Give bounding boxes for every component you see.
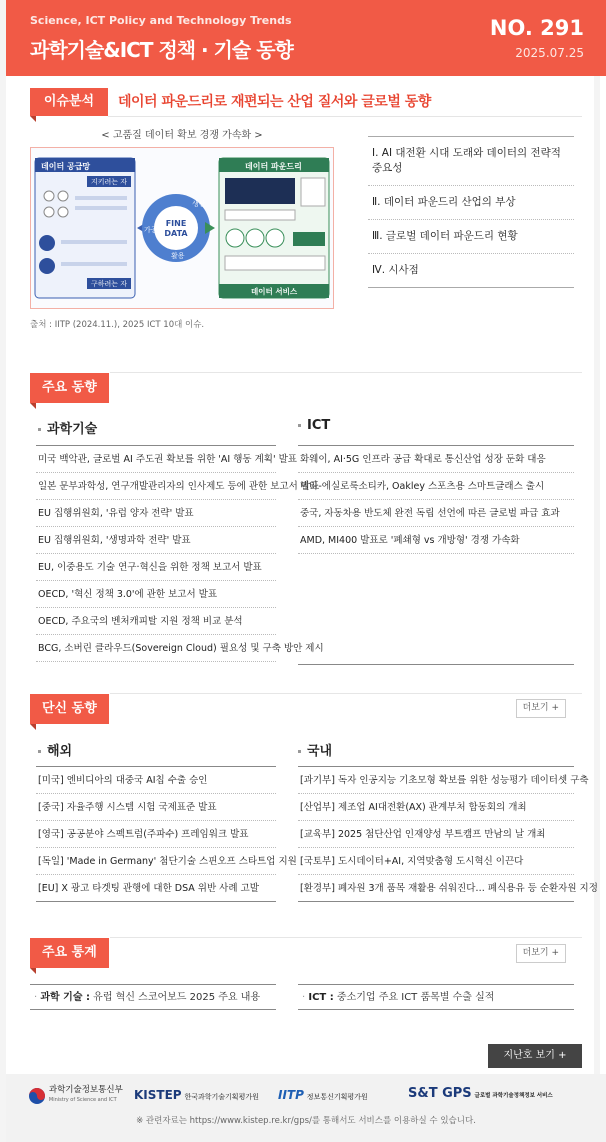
domestic-news-list [298,766,598,902]
toc-item[interactable]: Ⅳ. 시사점 [368,253,574,287]
list-item[interactable]: EU 집행위원회, '생명과학 전략' 발표 [36,526,276,553]
header-english-title: Science, ICT Policy and Technology Trends [30,14,292,27]
svg-text:지키려는 자: 지키려는 자 [91,178,128,186]
list-item[interactable]: [환경부] 폐자원 3개 품목 재활용 쉬워진다… 폐식용유 등 순환자원 지정 [298,874,574,901]
list-item[interactable]: EU, 이중용도 기술 연구·혁신을 위한 정책 보고서 발표 [36,553,276,580]
bullet-icon [38,428,41,431]
bullet-icon: · [34,992,41,1003]
overseas-news-list [36,766,297,902]
list-item[interactable]: [EU] X 광고 타겟팅 관행에 대한 DSA 위반 사례 고발 [36,874,276,901]
list-item[interactable]: [중국] 자율주행 시스템 시험 국제표준 발표 [36,793,276,820]
list-item[interactable]: 일본 문부과학성, 연구개발관리자의 인사제도 등에 관한 보고서 발표 [36,472,276,499]
list-item[interactable]: [과기부] 독자 인공지능 기초모형 확보를 위한 성능평가 데이터셋 구축 [298,766,574,793]
issue-date: 2025.07.25 [515,46,584,60]
list-item[interactable]: [국토부] 도시데이터+AI, 지역맞춤형 도시혁신 이끈다 [298,847,574,874]
science-statistic[interactable]: · 과학 기술 : 유럽 혁신 스코어보드 2025 주요 내용 [30,984,276,1010]
science-trends-list [36,445,324,662]
taegeuk-icon [28,1087,46,1105]
list-item[interactable]: [영국] 공공분야 스펙트럼(주파수) 프레임워크 발표 [36,820,276,847]
footer-note: ※ 관련자료는 https://www.kistep.re.kr/gps/를 통해서도 서비스를 이용하실 수 있습니다. [136,1116,476,1126]
divider [110,937,582,938]
list-item[interactable]: [산업부] 제조업 AI대전환(AX) 관계부처 합동회의 개최 [298,793,574,820]
header-banner [6,0,606,76]
figure-caption: < 고품질 데이터 확보 경쟁 가속화 > [101,130,263,141]
svg-text:구하려는 자: 구하려는 자 [91,280,128,288]
data-foundry-diagram [31,148,333,308]
iitp-logo[interactable]: IITP 정보통신기획평가원 [278,1088,368,1102]
list-item[interactable]: EU 집행위원회, '유럽 양자 전략' 발표 [36,499,276,526]
stgps-logo[interactable]: S&T GPS 글로벌 과학기술정책정보 서비스 [408,1086,553,1101]
list-item[interactable]: [독일] 'Made in Germany' 첨단기술 스핀오프 스타트업 지원 [36,847,276,874]
bullet-icon [298,750,301,753]
brief-news-badge: 단신 동향 [30,694,109,724]
domestic-column-title: 국내 [298,740,332,759]
header-korean-title: 과학기술&ICT 정책 · 기술 동향 [30,38,293,62]
bullet-icon: · [302,992,309,1003]
list-item[interactable]: AMD, MI400 발표로 '폐쇄형 vs 개방형' 경쟁 가속화 [298,526,574,553]
footer [6,1074,606,1142]
diagram-right-bottom: 데이터 서비스 [251,287,298,296]
svg-text:가공: 가공 [144,226,158,234]
list-item[interactable]: 미국 백악관, 글로벌 AI 주도권 확보를 위한 'AI 행동 계획' 발표 [36,445,276,472]
brief-news-more-button[interactable]: 더보기 + [516,699,566,718]
ict-column-title: ICT [298,418,330,433]
data-foundry-figure[interactable] [30,147,334,309]
ict-trends-list [298,445,574,554]
svg-text:생산: 생산 [192,200,206,208]
list-item[interactable]: [미국] 엔비디아의 대중국 AI칩 수출 승인 [36,766,276,793]
issue-number: NO. 291 [489,16,584,40]
toc-item[interactable]: Ⅲ. 글로벌 데이터 파운드리 현황 [368,219,574,253]
list-item[interactable]: OECD, '혁신 정책 3.0'에 관한 보고서 발표 [36,580,276,607]
issue-analysis-badge: 이슈분석 [30,88,108,116]
issue-analysis-title[interactable]: 데이터 파운드리로 재편되는 산업 질서와 글로벌 동향 [118,94,431,110]
diagram-right-title: 데이터 파운드리 [245,162,302,171]
statistics-more-button[interactable]: 더보기 + [516,944,566,963]
bullet-icon [298,424,301,427]
divider [108,116,582,117]
figure-source: 출처 : IITP (2024.11.), 2025 ICT 10대 이슈. [30,320,205,330]
main-trends-badge: 주요 동향 [30,373,109,403]
bullet-icon [38,750,41,753]
list-item[interactable]: 중국, 자동차용 반도체 완전 독립 선언에 따른 글로벌 파급 효과 [298,499,574,526]
divider [298,664,574,665]
list-item[interactable]: [교육부] 2025 첨단산업 인재양성 부트캠프 만남의 날 개최 [298,820,574,847]
kistep-logo[interactable]: KISTEP 한국과학기술기획평가원 [134,1088,259,1102]
toc-item[interactable]: Ⅱ. 데이터 파운드리 산업의 부상 [368,185,574,219]
diagram-center-line2: DATA [164,229,188,238]
statistics-badge: 주요 통계 [30,938,109,968]
diagram-left-title: 데이터 공급망 [41,162,91,171]
divider [110,372,582,373]
toc-item[interactable]: Ⅰ. AI 대전환 시대 도래와 데이터의 전략적 중요성 [368,136,574,185]
science-column-title: 과학기술 [38,418,97,437]
overseas-column-title: 해외 [38,740,72,759]
diagram-center-line1: FINE [165,219,187,228]
list-item[interactable]: 메타-에실로룩소티카, Oakley 스포츠용 스마트글래스 출시 [298,472,574,499]
list-item[interactable]: 화웨이, AI·5G 인프라 공급 확대로 통신산업 성장 둔화 대응 [298,445,574,472]
svg-text:활용: 활용 [171,252,185,260]
past-issues-button[interactable]: 지난호 보기 + [488,1044,582,1068]
ict-statistic[interactable]: · ICT : 중소기업 주요 ICT 품목별 수출 실적 [298,984,574,1010]
list-item[interactable]: OECD, 주요국의 벤처캐피탈 지원 정책 비교 분석 [36,607,276,634]
divider [110,693,582,694]
toc-end-line [368,287,574,288]
issue-table-of-contents [368,136,574,288]
list-item[interactable]: BCG, 소버린 클라우드(Sovereign Cloud) 필요성 및 구축 방안 제시 [36,634,276,661]
msit-logo[interactable]: 과학기술정보통신부 Ministry of Science and ICT [28,1086,123,1105]
